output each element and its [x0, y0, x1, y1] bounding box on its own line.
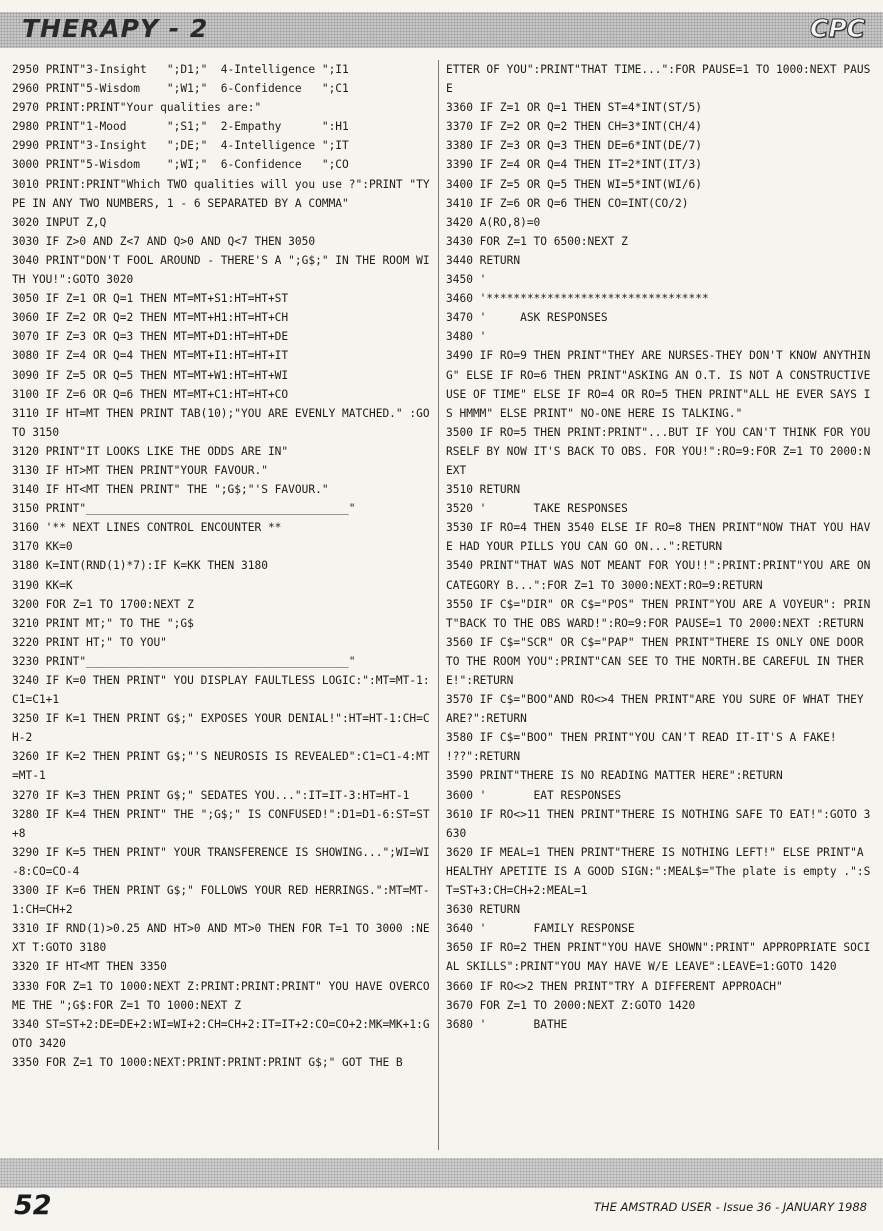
code-line: 3090 IF Z=5 OR Q=5 THEN MT=MT+W1:HT=HT+WI: [12, 368, 289, 382]
code-line: 2980 PRINT"1-Mood ";S1;" 2-Empathy ":H1: [12, 120, 349, 134]
code-line: 3300 IF K=6 THEN PRINT G$;" FOLLOWS YOUR RED HERRINGS.":MT=MT-1:CH=CH+2: [12, 884, 430, 917]
code-line: 3430 FOR Z=1 TO 6500:NEXT Z: [446, 234, 628, 248]
code-line: 3480 ': [446, 330, 487, 344]
column-divider: [438, 60, 439, 1150]
code-line: 3520 ' TAKE RESPONSES: [446, 502, 628, 516]
code-line: 3200 FOR Z=1 TO 1700:NEXT Z: [12, 597, 194, 611]
footer-band: [0, 1158, 883, 1188]
code-line: 3150 PRINT"_______________________________________": [12, 502, 356, 516]
code-line: 3360 IF Z=1 OR Q=1 THEN ST=4*INT(ST/5): [446, 101, 702, 115]
platform-title: CPC: [809, 14, 865, 43]
code-line: 3670 FOR Z=1 TO 2000:NEXT Z:GOTO 1420: [446, 998, 696, 1012]
code-line: 3510 RETURN: [446, 483, 521, 497]
code-line: 3140 IF HT<MT THEN PRINT" THE ";G$;"'S FAVOUR.": [12, 483, 329, 497]
code-line: ETTER OF YOU":PRINT"THAT TIME...":FOR PAUSE=1 TO 1000:NEXT PAUSE: [446, 63, 871, 96]
code-line: 3410 IF Z=6 OR Q=6 THEN CO=INT(CO/2): [446, 196, 689, 210]
code-line: 3310 IF RND(1)>0.25 AND HT>0 AND MT>0 THEN FOR T=1 TO 3000 :NEXT T:GOTO 3180: [12, 922, 430, 955]
code-line: 3570 IF C$="BOO"AND RO<>4 THEN PRINT"ARE YOU SURE OF WHAT THEY ARE?":RETURN: [446, 693, 871, 726]
code-line: 3380 IF Z=3 OR Q=3 THEN DE=6*INT(DE/7): [446, 139, 702, 153]
page-number: 52: [14, 1190, 52, 1221]
code-line: 2960 PRINT"5-Wisdom ";W1;" 6-Confidence ";C1: [12, 82, 349, 96]
publication-info: THE AMSTRAD USER - Issue 36 - JANUARY 1988: [593, 1200, 867, 1214]
code-line: 3390 IF Z=4 OR Q=4 THEN IT=2*INT(IT/3): [446, 158, 702, 172]
code-line: 3490 IF RO=9 THEN PRINT"THEY ARE NURSES-THEY DON'T KNOW ANYTHING" ELSE IF RO=6 THEN PRINT"ASKING AN O.T. IS NOT A CONSTRUCTIVE USE OF TIME" ELSE IF RO=4 OR RO=5 THEN PRINT"ALL HE EVER SAYS IS HMMM" ELSE PRINT" NO-ONE HERE IS TALKING.": [446, 349, 878, 420]
code-line: 3450 ': [446, 273, 487, 287]
code-line: 3190 KK=K: [12, 578, 73, 592]
code-line: 2970 PRINT:PRINT"Your qualities are:": [12, 101, 262, 115]
code-line: 3590 PRINT"THERE IS NO READING MATTER HERE":RETURN: [446, 769, 783, 783]
code-line: 3560 IF C$="SCR" OR C$="PAP" THEN PRINT"THERE IS ONLY ONE DOOR TO THE ROOM YOU":PRINT"CAN SEE TO THE NORTH.BE CAREFUL IN THERE!":RETURN: [446, 635, 871, 687]
code-line: 3070 IF Z=3 OR Q=3 THEN MT=MT+D1:HT=HT+DE: [12, 330, 289, 344]
code-line: 3280 IF K=4 THEN PRINT" THE ";G$;" IS CONFUSED!":D1=D1-6:ST=ST+8: [12, 807, 430, 840]
code-line: 2950 PRINT"3-Insight ";D1;" 4-Intelligence ";I1: [12, 63, 349, 76]
code-line: 3640 ' FAMILY RESPONSE: [446, 922, 635, 936]
code-line: 3610 IF RO<>11 THEN PRINT"THERE IS NOTHING SAFE TO EAT!":GOTO 3630: [446, 807, 871, 840]
code-line: 3400 IF Z=5 OR Q=5 THEN WI=5*INT(WI/6): [446, 177, 702, 191]
code-line: 3340 ST=ST+2:DE=DE+2:WI=WI+2:CH=CH+2:IT=IT+2:CO=CO+2:MK=MK+1:GOTO 3420: [12, 1017, 430, 1050]
code-line: 3060 IF Z=2 OR Q=2 THEN MT=MT+H1:HT=HT+CH: [12, 311, 289, 325]
code-line: 3130 IF HT>MT THEN PRINT"YOUR FAVOUR.": [12, 463, 268, 477]
code-line: 2990 PRINT"3-Insight ";DE;" 4-Intelligence ";IT: [12, 139, 349, 153]
code-line: 3680 ' BATHE: [446, 1017, 568, 1031]
code-line: 3180 K=INT(RND(1)*7):IF K=KK THEN 3180: [12, 559, 268, 573]
code-line: 3000 PRINT"5-Wisdom ";WI;" 6-Confidence ";CO: [12, 158, 349, 172]
code-line: 3010 PRINT:PRINT"Which TWO qualities will you use ?":PRINT "TYPE IN ANY TWO NUMBERS, 1 - 6 SEPARATED BY A COMMA": [12, 177, 430, 210]
code-line: 3580 IF C$="BOO" THEN PRINT"YOU CAN'T READ IT-IT'S A FAKE! !??":RETURN: [446, 731, 844, 764]
code-line: 3160 '** NEXT LINES CONTROL ENCOUNTER **: [12, 521, 282, 535]
code-line: 3240 IF K=0 THEN PRINT" YOU DISPLAY FAULTLESS LOGIC:":MT=MT-1:C1=C1+1: [12, 674, 430, 707]
code-line: 3170 KK=0: [12, 540, 73, 554]
code-line: 3600 ' EAT RESPONSES: [446, 788, 622, 802]
code-line: 3460 '*********************************: [446, 292, 709, 306]
code-line: 3370 IF Z=2 OR Q=2 THEN CH=3*INT(CH/4): [446, 120, 702, 134]
code-line: 3260 IF K=2 THEN PRINT G$;"'S NEUROSIS IS REVEALED":C1=C1-4:MT=MT-1: [12, 750, 430, 783]
code-line: 3550 IF C$="DIR" OR C$="POS" THEN PRINT"YOU ARE A VOYEUR": PRINT"BACK TO THE OBS WARD!":RO=9:FOR PAUSE=1 TO 2000:NEXT :RETURN: [446, 597, 871, 630]
code-line: 3030 IF Z>0 AND Z<7 AND Q>0 AND Q<7 THEN 3050: [12, 234, 316, 248]
code-line: 3290 IF K=5 THEN PRINT" YOUR TRANSFERENCE IS SHOWING...";WI=WI-8:CO=CO-4: [12, 845, 430, 878]
code-line: 3420 A(RO,8)=0: [446, 215, 541, 229]
code-line: 3110 IF HT=MT THEN PRINT TAB(10);"YOU ARE EVENLY MATCHED." :GOTO 3150: [12, 406, 430, 439]
code-line: 3540 PRINT"THAT WAS NOT MEANT FOR YOU!!":PRINT:PRINT"YOU ARE ON CATEGORY B...":FOR Z=1 TO 3000:NEXT:RO=9:RETURN: [446, 559, 878, 592]
code-line: 3500 IF RO=5 THEN PRINT:PRINT"...BUT IF YOU CAN'T THINK FOR YOURSELF BY NOW IT'S BACK TO OBS. FOR YOU!":RO=9:FOR Z=1 TO 2000:NEXT: [446, 425, 871, 477]
code-line: 3020 INPUT Z,Q: [12, 215, 107, 229]
code-line: 3530 IF RO=4 THEN 3540 ELSE IF RO=8 THEN PRINT"NOW THAT YOU HAVE HAD YOUR PILLS YOU CAN GO ON...":RETURN: [446, 521, 871, 554]
code-line: 3080 IF Z=4 OR Q=4 THEN MT=MT+I1:HT=HT+IT: [12, 349, 289, 363]
code-line: 3470 ' ASK RESPONSES: [446, 311, 608, 325]
code-line: 3250 IF K=1 THEN PRINT G$;" EXPOSES YOUR DENIAL!":HT=HT-1:CH=CH-2: [12, 712, 430, 745]
code-line: 3120 PRINT"IT LOOKS LIKE THE ODDS ARE IN": [12, 444, 289, 458]
listing-column-right: [446, 60, 878, 1150]
code-line: 3270 IF K=3 THEN PRINT G$;" SEDATES YOU...":IT=IT-3:HT=HT-1: [12, 788, 410, 802]
code-line: 3660 IF RO<>2 THEN PRINT"TRY A DIFFERENT APPROACH": [446, 979, 783, 993]
code-line: 3040 PRINT"DON'T FOOL AROUND - THERE'S A ";G$;" IN THE ROOM WITH YOU!":GOTO 3020: [12, 253, 430, 287]
code-line: 3350 FOR Z=1 TO 1000:NEXT:PRINT:PRINT:PRINT G$;" GOT THE B: [12, 1055, 403, 1069]
section-title: THERAPY - 2: [22, 14, 209, 43]
code-line: 3440 RETURN: [446, 253, 521, 267]
code-line: 3220 PRINT HT;" TO YOU": [12, 635, 167, 649]
code-line: 3650 IF RO=2 THEN PRINT"YOU HAVE SHOWN":PRINT" APPROPRIATE SOCIAL SKILLS":PRINT"YOU MAY HAVE W/E LEAVE":LEAVE=1:GOTO 1420: [446, 941, 871, 974]
code-line: 3100 IF Z=6 OR Q=6 THEN MT=MT+C1:HT=HT+CO: [12, 387, 289, 401]
code-line: 3210 PRINT MT;" TO THE ";G$: [12, 616, 194, 630]
listing-column-left: [12, 60, 432, 1150]
code-line: 3630 RETURN: [446, 903, 521, 917]
code-line: 3230 PRINT"_______________________________________": [12, 654, 356, 668]
code-line: 3320 IF HT<MT THEN 3350: [12, 960, 167, 974]
code-line: 3330 FOR Z=1 TO 1000:NEXT Z:PRINT:PRINT:PRINT" YOU HAVE OVERCOME THE ";G$:FOR Z=1 TO 1000:NEXT Z: [12, 979, 430, 1012]
code-line: 3620 IF MEAL=1 THEN PRINT"THERE IS NOTHING LEFT!" ELSE PRINT"A HEALTHY APETITE IS A GOOD SIGN:":MEAL$="The plate is empty .":ST=ST+3:CH=CH+2:MEAL=1: [446, 845, 871, 898]
code-line: 3050 IF Z=1 OR Q=1 THEN MT=MT+S1:HT=HT+ST: [12, 292, 289, 306]
